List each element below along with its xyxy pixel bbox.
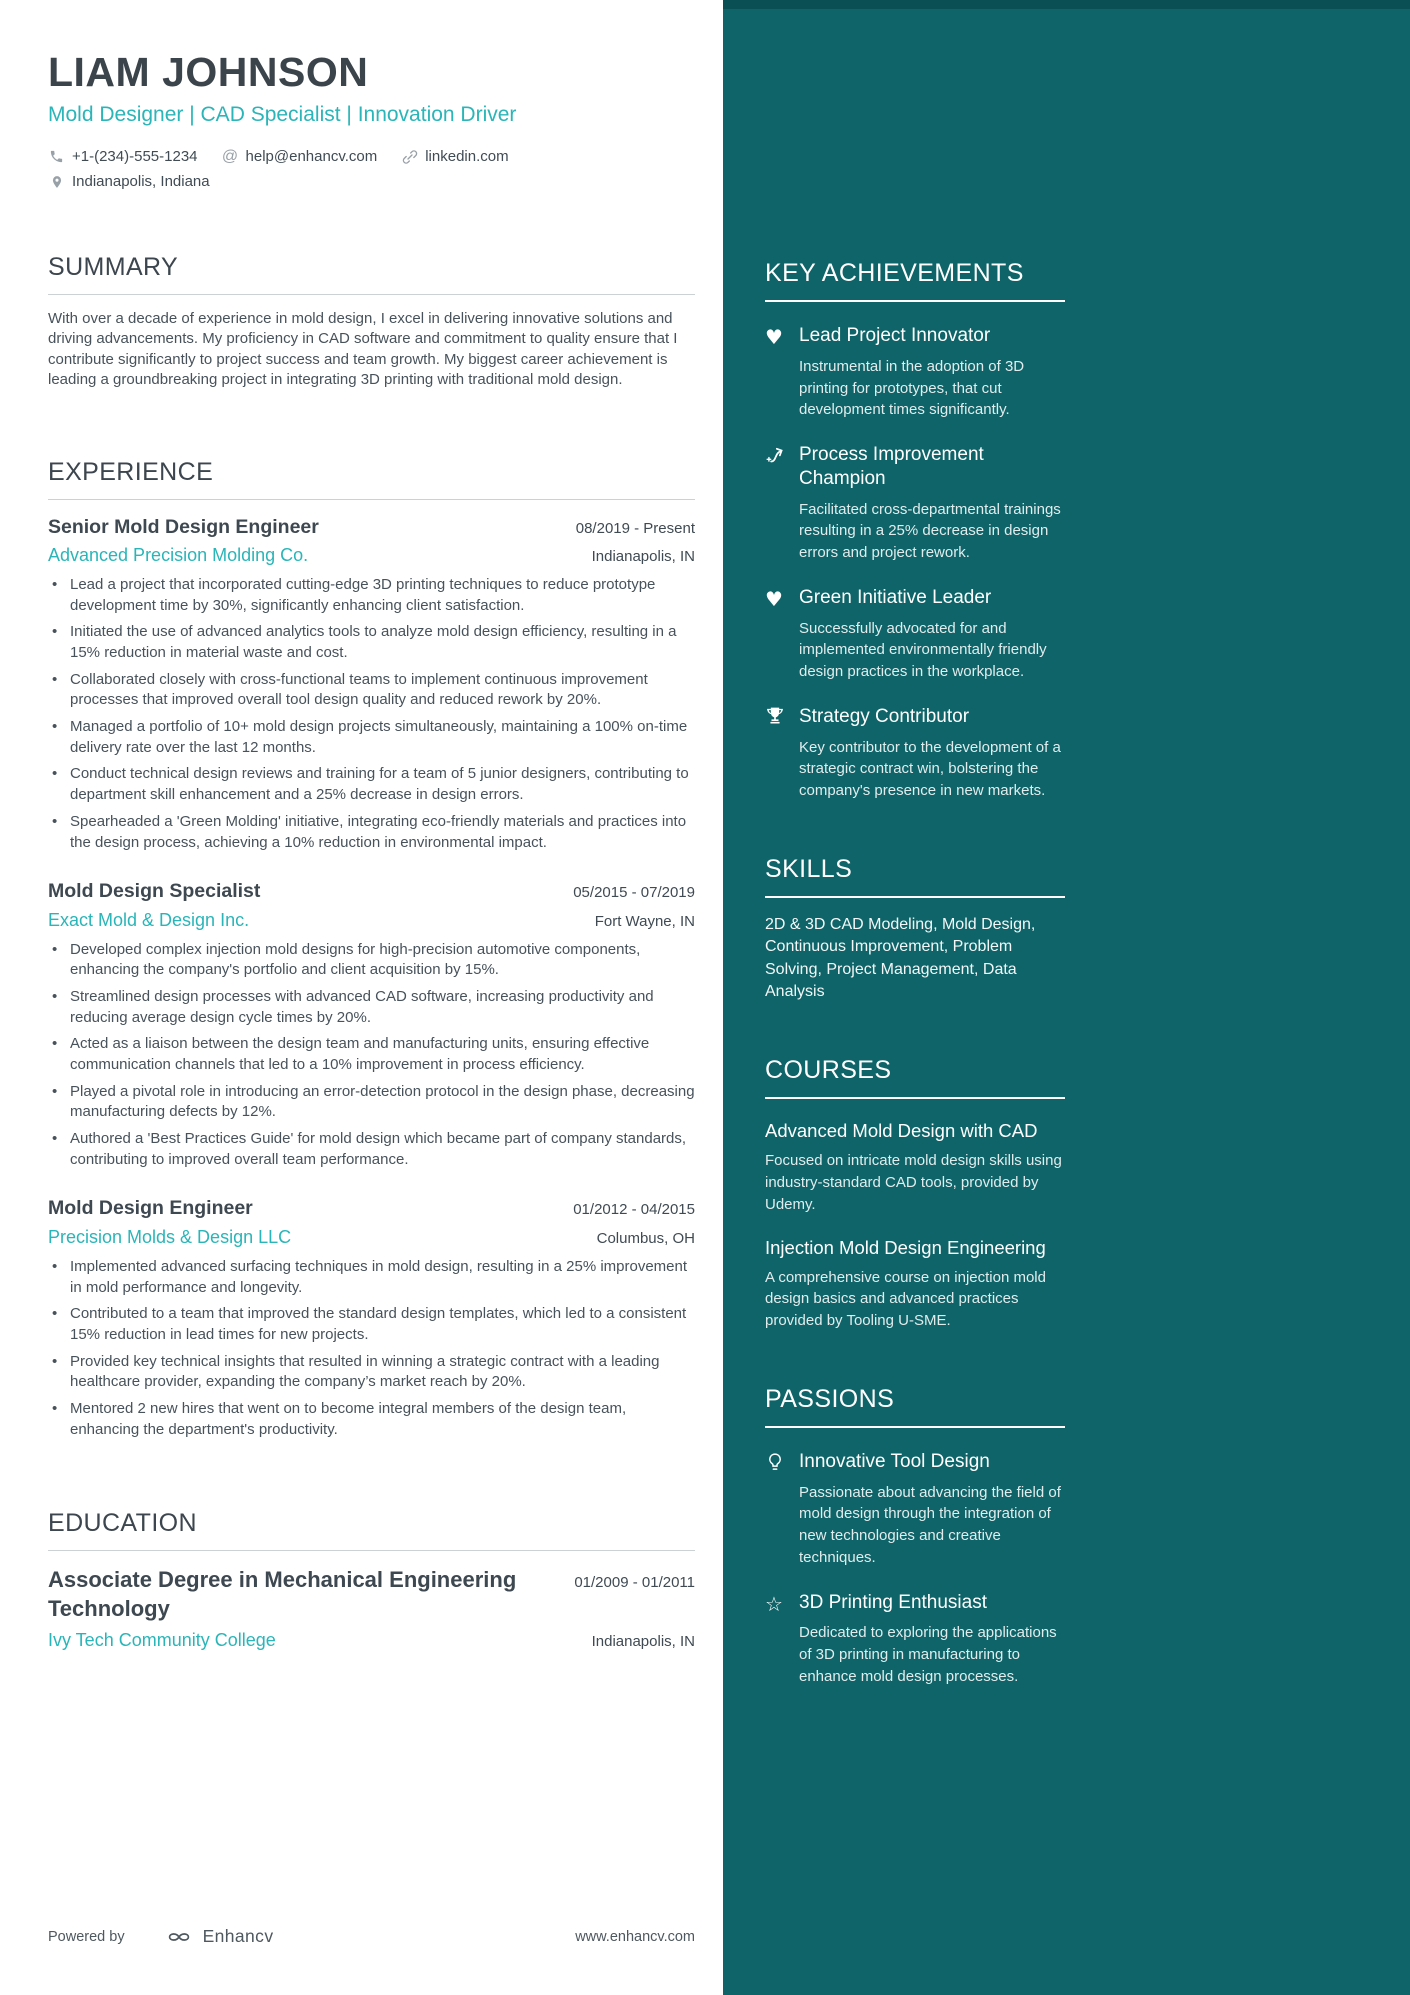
job-bullet: • Authored a 'Best Practices Guide' for mold design which became part of company standards, contributing to improved overall team performance. (48, 1129, 695, 1170)
job-title-row (48, 1196, 695, 1220)
achievement-item (765, 443, 1065, 564)
course-item (765, 1119, 1065, 1215)
sidebar-divider (765, 300, 1065, 302)
course-desc: A comprehensive course on injection mold design basics and advanced practices provided by Tooling U-SME. (765, 1268, 1046, 1330)
passion-desc: Dedicated to exploring the applications of 3D printing in manufacturing to enhance mold design processes. (799, 1624, 1057, 1685)
job-bullet: • Implemented advanced surfacing techniques in mold design, resulting in a 25% improvement in mold performance and longevity. (48, 1257, 695, 1298)
achievements-heading: KEY ACHIEVEMENTS (765, 259, 1024, 287)
achievement-body (799, 324, 1065, 421)
course-title: Injection Mold Design Engineering (765, 1236, 1046, 1258)
passion-title: 3D Printing Enthusiast (799, 1591, 987, 1613)
achievement-title: Lead Project Innovator (799, 325, 991, 346)
phone-contact (48, 144, 198, 169)
achievement-title: Process Improvement Champion (799, 444, 984, 489)
degree-row (48, 1566, 695, 1623)
sidebar-column (723, 0, 1410, 1995)
job-bullet: • Initiated the use of advanced analytics tools to analyze mold design efficiency, resulting in a 15% reduction in material waste and cost. (48, 622, 695, 663)
section-divider (48, 499, 695, 500)
job-title-row (48, 515, 695, 539)
job-bullet: • Acted as a liaison between the design team and manufacturing units, ensuring effective communication channels that led to a 10% improvement in process efficiency. (48, 1034, 695, 1075)
location-row (48, 169, 695, 194)
job-company-row (48, 545, 695, 566)
winding-arrow-icon (765, 443, 799, 564)
achievement-body (799, 586, 1065, 683)
website-link[interactable]: www.enhancv.com (575, 1928, 695, 1945)
at-icon: @ (221, 148, 239, 165)
pin-icon (48, 173, 65, 190)
passion-item (765, 1450, 1065, 1569)
experience-heading: EXPERIENCE (48, 457, 214, 486)
job-title: Mold Design Specialist (48, 880, 261, 903)
skills-list: 2D & 3D CAD Modeling, Mold Design, Continuous Improvement, Problem Solving, Project Management, Data Analysis (765, 915, 1036, 1000)
company-name: Exact Mold & Design Inc. (48, 909, 250, 930)
sidebar-divider (765, 1097, 1065, 1099)
achievement-body (799, 443, 1065, 564)
sidebar-content (765, 258, 1065, 1688)
education-entry (48, 1566, 695, 1650)
achievement-title: Strategy Contributor (799, 705, 970, 727)
achievement-desc: Instrumental in the adoption of 3D printing for prototypes, that cut development times significantly. (799, 357, 1025, 419)
job-bullet: • Mentored 2 new hires that went on to become integral members of the design team, enhancing the department's productivity. (48, 1399, 695, 1440)
education-heading: EDUCATION (48, 1509, 197, 1538)
email-address[interactable]: help@enhancv.com (245, 148, 378, 165)
job-company-row (48, 1227, 695, 1248)
powered-by-label: Powered by (48, 1928, 125, 1945)
job-location: Indianapolis, IN (591, 547, 695, 565)
job-entry (48, 1196, 695, 1440)
job-title: Mold Design Engineer (48, 1197, 253, 1220)
education-location: Indianapolis, IN (591, 1632, 695, 1650)
star-icon: ☆ (765, 1591, 783, 1616)
job-bullets (48, 940, 695, 1171)
phone-number: +1-(234)-555-1234 (72, 148, 198, 165)
courses-heading: COURSES (765, 1056, 892, 1085)
enhancv-logo (163, 1927, 195, 1947)
course-title: Advanced Mold Design with CAD (765, 1120, 1038, 1142)
job-entry (48, 879, 695, 1170)
summary-heading: SUMMARY (48, 253, 179, 281)
job-bullet: • Lead a project that incorporated cutting-edge 3D printing techniques to reduce prototype development time by 30%, significantly enhancing client satisfaction. (48, 575, 695, 616)
job-location: Fort Wayne, IN (594, 912, 695, 930)
job-bullet: • Played a pivotal role in introducing an error-detection protocol in the design phase, decreasing manufacturing defects by 12%. (48, 1082, 695, 1123)
job-bullet: • Collaborated closely with cross-functional teams to implement continuous improvement processes that improved overall tool design quality and reduced rework by 20%. (48, 670, 695, 711)
job-title: Senior Mold Design Engineer (48, 515, 319, 538)
education-dates: 01/2009 - 01/2011 (574, 1574, 695, 1592)
contact-row (48, 144, 695, 169)
section-divider (48, 1550, 695, 1551)
job-bullet: • Provided key technical insights that resulted in winning a strategic contract with a leading healthcare provider, expanding the company’s market reach by 20%. (48, 1352, 695, 1393)
achievement-desc: Successfully advocated for and implemented environmentally friendly design practices in the workplace. (799, 619, 1047, 680)
passion-desc: Passionate about advancing the field of mold design through the integration of new technologies and creative techniques. (799, 1483, 1061, 1566)
linkedin-url[interactable]: linkedin.com (425, 148, 509, 165)
linkedin-contact[interactable] (401, 144, 508, 169)
passion-item (765, 1591, 1065, 1688)
company-name: Advanced Precision Molding Co. (48, 544, 309, 565)
page-footer (48, 1926, 695, 1947)
courses-section (765, 1055, 1065, 1332)
job-bullets (48, 575, 695, 853)
summary-section (48, 252, 695, 391)
passion-title: Innovative Tool Design (799, 1450, 990, 1472)
job-dates: 05/2015 - 07/2019 (573, 884, 695, 902)
lightbulb-icon (765, 1450, 799, 1569)
achievement-body (799, 705, 1065, 802)
sidebar-divider (765, 1426, 1065, 1428)
achievements-section (765, 258, 1065, 802)
sidebar-divider (765, 896, 1065, 898)
achievement-title: Green Initiative Leader (799, 586, 992, 608)
resume-header (48, 49, 695, 194)
course-item (765, 1236, 1065, 1332)
sidebar-top-strip (723, 0, 1410, 9)
passion-body (799, 1450, 1065, 1569)
job-bullets (48, 1257, 695, 1441)
job-bullet: • Managed a portfolio of 10+ mold design projects simultaneously, maintaining a 100% on-time delivery rate over the last 12 months. (48, 717, 695, 758)
achievement-desc: Key contributor to the development of a strategic contract win, bolstering the company's presence in new markets. (799, 738, 1061, 799)
course-desc: Focused on intricate mold design skills using industry-standard CAD tools, provided by Udemy. (765, 1152, 1062, 1213)
phone-icon (48, 148, 65, 165)
location-text: Indianapolis, Indiana (72, 173, 210, 190)
passion-body (799, 1591, 1065, 1688)
job-bullet: • Developed complex injection mold designs for high-precision automotive components, enhancing the company's portfolio and client acquisition by 15%. (48, 940, 695, 981)
job-bullet: • Contributed to a team that improved the standard design templates, which led to a consistent 15% reduction in lead times for new projects. (48, 1304, 695, 1345)
achievement-desc: Facilitated cross-departmental trainings resulting in a 25% decrease in design errors and project rework. (799, 500, 1061, 561)
job-bullet: • Conduct technical design reviews and training for a team of 5 junior designers, contributing to department skill enhancement and a 25% decrease in design errors. (48, 764, 695, 805)
degree-title: Associate Degree in Mechanical Engineering Technology (48, 1567, 517, 1621)
trophy-icon (765, 705, 799, 802)
achievement-item (765, 705, 1065, 802)
brand-name: Enhancv (202, 1926, 274, 1946)
job-dates: 01/2012 - 04/2015 (573, 1201, 695, 1219)
heart-icon: ♥ (765, 325, 783, 349)
email-contact[interactable] (222, 144, 378, 169)
summary-text: With over a decade of experience in mold design, I excel in delivering innovative solutions and driving advancements. My proficiency in CAD software and commitment to quality ensure that I contribute significantly to project success and team growth. My biggest career achievement is leading a groundbreaking project in integrating 3D printing with traditional mold design. (48, 310, 678, 389)
passions-heading: PASSIONS (765, 1384, 895, 1413)
heart-icon: ♥ (765, 586, 783, 611)
passions-section (765, 1384, 1065, 1688)
job-location: Columbus, OH (596, 1229, 695, 1247)
link-icon (401, 148, 418, 165)
job-title-row (48, 879, 695, 903)
skills-heading: SKILLS (765, 854, 853, 883)
school-name: Ivy Tech Community College (48, 1629, 276, 1650)
person-headline: Mold Designer | CAD Specialist | Innovation Driver (48, 103, 517, 126)
experience-section (48, 457, 695, 1441)
section-divider (48, 294, 695, 295)
achievement-item (765, 324, 1065, 421)
location-contact (48, 169, 210, 194)
school-row (48, 1630, 695, 1651)
job-company-row (48, 910, 695, 931)
job-bullet: • Spearheaded a 'Green Molding' initiative, integrating eco-friendly materials and practices into the design process, achieving a 10% reduction in environmental impact. (48, 812, 695, 853)
company-name: Precision Molds & Design LLC (48, 1226, 292, 1247)
job-entry (48, 515, 695, 854)
achievement-item (765, 586, 1065, 683)
contact-info (48, 144, 695, 194)
job-bullet: • Streamlined design processes with advanced CAD software, increasing productivity and reducing average design cycle times by 20%. (48, 987, 695, 1028)
person-name: LIAM JOHNSON (48, 49, 369, 95)
skills-section (765, 854, 1065, 1004)
job-dates: 08/2019 - Present (575, 519, 695, 537)
education-section (48, 1508, 695, 1650)
